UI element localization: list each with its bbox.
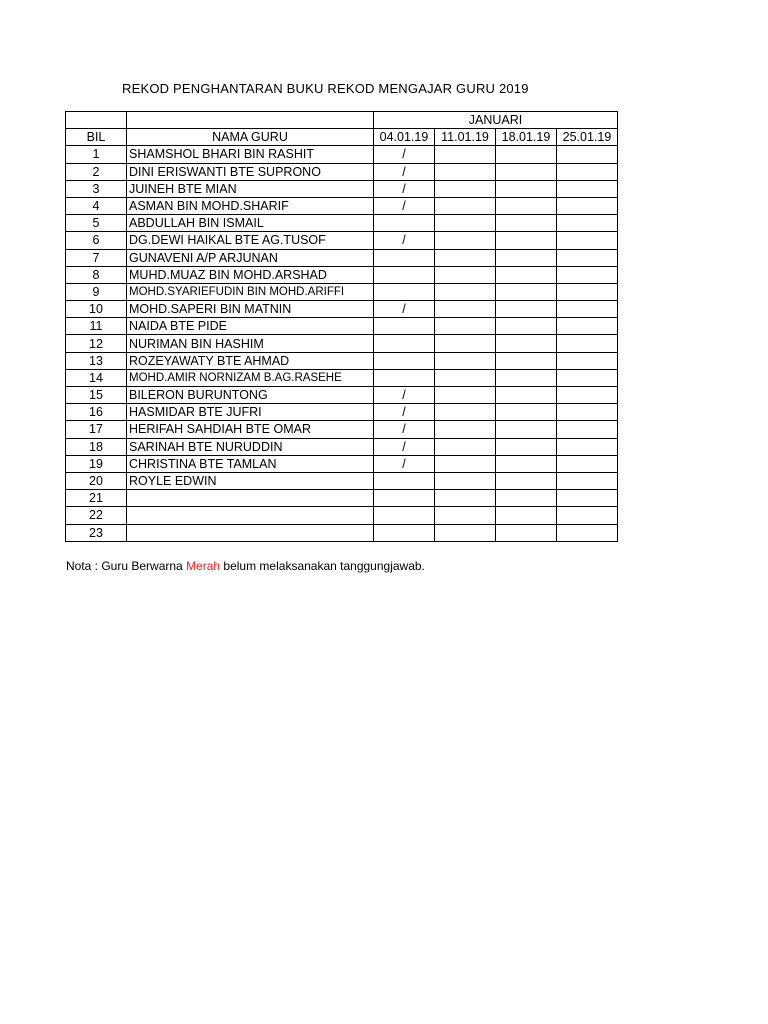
row-submission-mark bbox=[374, 215, 435, 232]
row-submission-mark bbox=[374, 335, 435, 352]
header-nama-guru: NAMA GURU bbox=[127, 129, 374, 146]
row-nama-guru: NAIDA BTE PIDE bbox=[127, 318, 374, 335]
row-submission-mark bbox=[435, 180, 496, 197]
row-bil: 4 bbox=[66, 197, 127, 214]
row-submission-mark bbox=[435, 421, 496, 438]
table-row bbox=[66, 369, 618, 386]
row-bil: 12 bbox=[66, 335, 127, 352]
row-submission-mark bbox=[435, 524, 496, 541]
row-submission-mark bbox=[496, 404, 557, 421]
row-submission-mark bbox=[496, 232, 557, 249]
table-row bbox=[66, 387, 618, 404]
row-bil: 17 bbox=[66, 421, 127, 438]
row-submission-mark: / bbox=[374, 301, 435, 318]
table-row bbox=[66, 455, 618, 472]
row-submission-mark bbox=[557, 215, 618, 232]
row-submission-mark bbox=[557, 507, 618, 524]
row-submission-mark bbox=[374, 352, 435, 369]
table-row bbox=[66, 318, 618, 335]
header-date: 11.01.19 bbox=[435, 129, 496, 146]
row-submission-mark bbox=[435, 490, 496, 507]
row-submission-mark bbox=[435, 455, 496, 472]
row-submission-mark bbox=[435, 146, 496, 163]
header-date: 25.01.19 bbox=[557, 129, 618, 146]
row-submission-mark bbox=[496, 507, 557, 524]
row-nama-guru: SARINAH BTE NURUDDIN bbox=[127, 438, 374, 455]
row-submission-mark bbox=[557, 387, 618, 404]
row-submission-mark bbox=[496, 335, 557, 352]
row-submission-mark bbox=[557, 163, 618, 180]
table-row bbox=[66, 249, 618, 266]
row-submission-mark bbox=[496, 163, 557, 180]
table-header-month-row bbox=[66, 112, 618, 129]
table-row bbox=[66, 197, 618, 214]
row-submission-mark bbox=[374, 490, 435, 507]
row-nama-guru: SHAMSHOL BHARI BIN RASHIT bbox=[127, 146, 374, 163]
row-submission-mark: / bbox=[374, 421, 435, 438]
row-submission-mark bbox=[435, 283, 496, 300]
row-nama-guru: GUNAVENI A/P ARJUNAN bbox=[127, 249, 374, 266]
row-submission-mark bbox=[435, 318, 496, 335]
row-submission-mark bbox=[435, 369, 496, 386]
row-submission-mark bbox=[435, 352, 496, 369]
row-nama-guru: HERIFAH SAHDIAH BTE OMAR bbox=[127, 421, 374, 438]
row-submission-mark: / bbox=[374, 197, 435, 214]
row-submission-mark bbox=[496, 266, 557, 283]
header-month: JANUARI bbox=[374, 112, 618, 129]
page-title: REKOD PENGHANTARAN BUKU REKOD MENGAJAR GURU 2019 bbox=[122, 81, 529, 96]
row-submission-mark bbox=[374, 283, 435, 300]
row-submission-mark bbox=[557, 455, 618, 472]
row-submission-mark bbox=[435, 215, 496, 232]
row-nama-guru: NURIMAN BIN HASHIM bbox=[127, 335, 374, 352]
row-submission-mark bbox=[496, 490, 557, 507]
row-submission-mark bbox=[557, 249, 618, 266]
table-row bbox=[66, 490, 618, 507]
note-highlight: Merah bbox=[186, 559, 221, 573]
table-row bbox=[66, 232, 618, 249]
header-nama-top bbox=[127, 112, 374, 129]
row-bil: 16 bbox=[66, 404, 127, 421]
row-nama-guru bbox=[127, 524, 374, 541]
header-bil-top bbox=[66, 112, 127, 129]
row-nama-guru: HASMIDAR BTE JUFRI bbox=[127, 404, 374, 421]
row-submission-mark bbox=[374, 472, 435, 489]
table-row bbox=[66, 146, 618, 163]
row-bil: 11 bbox=[66, 318, 127, 335]
row-submission-mark bbox=[374, 524, 435, 541]
row-nama-guru: ASMAN BIN MOHD.SHARIF bbox=[127, 197, 374, 214]
row-submission-mark: / bbox=[374, 404, 435, 421]
row-submission-mark bbox=[435, 249, 496, 266]
row-submission-mark bbox=[557, 490, 618, 507]
row-submission-mark bbox=[374, 369, 435, 386]
row-submission-mark: / bbox=[374, 455, 435, 472]
table-row bbox=[66, 283, 618, 300]
row-submission-mark bbox=[374, 249, 435, 266]
row-submission-mark bbox=[496, 352, 557, 369]
row-bil: 3 bbox=[66, 180, 127, 197]
row-submission-mark bbox=[557, 197, 618, 214]
row-submission-mark bbox=[496, 387, 557, 404]
row-submission-mark bbox=[557, 283, 618, 300]
row-submission-mark bbox=[435, 438, 496, 455]
row-submission-mark bbox=[435, 197, 496, 214]
row-submission-mark bbox=[496, 283, 557, 300]
table-row bbox=[66, 404, 618, 421]
table-row bbox=[66, 352, 618, 369]
row-submission-mark bbox=[557, 524, 618, 541]
table-row bbox=[66, 301, 618, 318]
table-row bbox=[66, 472, 618, 489]
row-submission-mark bbox=[557, 335, 618, 352]
row-submission-mark bbox=[435, 301, 496, 318]
row-submission-mark bbox=[557, 318, 618, 335]
row-submission-mark bbox=[557, 352, 618, 369]
row-bil: 21 bbox=[66, 490, 127, 507]
row-submission-mark bbox=[496, 421, 557, 438]
table-row bbox=[66, 524, 618, 541]
table-row bbox=[66, 421, 618, 438]
row-nama-guru: MOHD.SYARIEFUDIN BIN MOHD.ARIFFI bbox=[127, 283, 374, 300]
row-nama-guru: MOHD.SAPERI BIN MATNIN bbox=[127, 301, 374, 318]
row-submission-mark bbox=[496, 472, 557, 489]
row-submission-mark: / bbox=[374, 180, 435, 197]
row-bil: 19 bbox=[66, 455, 127, 472]
header-date: 18.01.19 bbox=[496, 129, 557, 146]
row-submission-mark bbox=[496, 146, 557, 163]
row-nama-guru: DINI ERISWANTI BTE SUPRONO bbox=[127, 163, 374, 180]
row-submission-mark bbox=[435, 404, 496, 421]
row-nama-guru: ABDULLAH BIN ISMAIL bbox=[127, 215, 374, 232]
row-submission-mark bbox=[374, 318, 435, 335]
row-bil: 18 bbox=[66, 438, 127, 455]
row-bil: 22 bbox=[66, 507, 127, 524]
row-submission-mark bbox=[557, 301, 618, 318]
row-bil: 10 bbox=[66, 301, 127, 318]
row-submission-mark bbox=[496, 318, 557, 335]
row-nama-guru: MUHD.MUAZ BIN MOHD.ARSHAD bbox=[127, 266, 374, 283]
row-submission-mark: / bbox=[374, 163, 435, 180]
table-row bbox=[66, 163, 618, 180]
row-submission-mark: / bbox=[374, 387, 435, 404]
row-nama-guru: MOHD.AMIR NORNIZAM B.AG.RASEHE bbox=[127, 369, 374, 386]
row-submission-mark bbox=[496, 197, 557, 214]
row-bil: 7 bbox=[66, 249, 127, 266]
row-bil: 2 bbox=[66, 163, 127, 180]
table-row bbox=[66, 507, 618, 524]
row-submission-mark bbox=[496, 301, 557, 318]
row-nama-guru: DG.DEWI HAIKAL BTE AG.TUSOF bbox=[127, 232, 374, 249]
header-bil: BIL bbox=[66, 129, 127, 146]
row-nama-guru: BILERON BURUNTONG bbox=[127, 387, 374, 404]
row-submission-mark bbox=[435, 232, 496, 249]
row-submission-mark bbox=[496, 438, 557, 455]
row-submission-mark bbox=[557, 146, 618, 163]
row-nama-guru bbox=[127, 490, 374, 507]
table-body bbox=[66, 146, 618, 541]
record-table bbox=[65, 111, 618, 542]
row-nama-guru: CHRISTINA BTE TAMLAN bbox=[127, 455, 374, 472]
table-row bbox=[66, 266, 618, 283]
row-bil: 23 bbox=[66, 524, 127, 541]
row-bil: 5 bbox=[66, 215, 127, 232]
row-bil: 14 bbox=[66, 369, 127, 386]
row-submission-mark bbox=[435, 387, 496, 404]
header-date: 04.01.19 bbox=[374, 129, 435, 146]
row-nama-guru: ROZEYAWATY BTE AHMAD bbox=[127, 352, 374, 369]
row-nama-guru: ROYLE EDWIN bbox=[127, 472, 374, 489]
row-submission-mark bbox=[496, 215, 557, 232]
row-bil: 8 bbox=[66, 266, 127, 283]
row-submission-mark bbox=[374, 507, 435, 524]
row-bil: 6 bbox=[66, 232, 127, 249]
table-row bbox=[66, 335, 618, 352]
row-submission-mark bbox=[557, 266, 618, 283]
row-bil: 9 bbox=[66, 283, 127, 300]
row-submission-mark bbox=[496, 249, 557, 266]
row-submission-mark bbox=[557, 232, 618, 249]
row-submission-mark bbox=[557, 472, 618, 489]
table-row bbox=[66, 438, 618, 455]
row-submission-mark: / bbox=[374, 146, 435, 163]
row-bil: 1 bbox=[66, 146, 127, 163]
row-submission-mark bbox=[435, 266, 496, 283]
row-submission-mark bbox=[557, 180, 618, 197]
row-submission-mark bbox=[496, 180, 557, 197]
row-submission-mark bbox=[435, 163, 496, 180]
table-header-row bbox=[66, 129, 618, 146]
row-submission-mark: / bbox=[374, 232, 435, 249]
footnote bbox=[66, 559, 425, 573]
row-submission-mark bbox=[557, 421, 618, 438]
table-row bbox=[66, 215, 618, 232]
row-submission-mark: / bbox=[374, 438, 435, 455]
row-bil: 20 bbox=[66, 472, 127, 489]
row-submission-mark bbox=[557, 404, 618, 421]
row-submission-mark bbox=[374, 266, 435, 283]
row-submission-mark bbox=[435, 472, 496, 489]
table-row bbox=[66, 180, 618, 197]
row-submission-mark bbox=[557, 369, 618, 386]
note-suffix: belum melaksanakan tanggungjawab. bbox=[220, 559, 425, 573]
row-submission-mark bbox=[435, 335, 496, 352]
row-bil: 15 bbox=[66, 387, 127, 404]
row-nama-guru: JUINEH BTE MIAN bbox=[127, 180, 374, 197]
row-submission-mark bbox=[435, 507, 496, 524]
row-nama-guru bbox=[127, 507, 374, 524]
row-submission-mark bbox=[496, 455, 557, 472]
row-bil: 13 bbox=[66, 352, 127, 369]
row-submission-mark bbox=[557, 438, 618, 455]
row-submission-mark bbox=[496, 369, 557, 386]
row-submission-mark bbox=[496, 524, 557, 541]
note-prefix: Nota : Guru Berwarna bbox=[66, 559, 187, 573]
